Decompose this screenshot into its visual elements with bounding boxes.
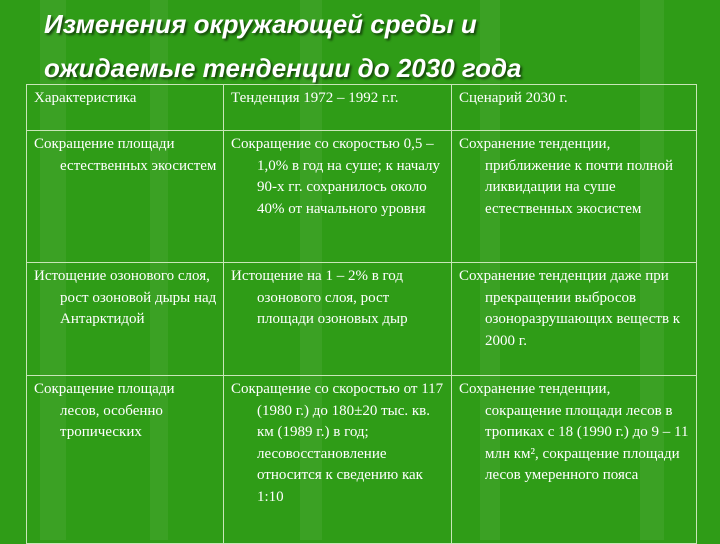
slide-title-line-1: Изменения окружающей среды и (44, 9, 477, 39)
data-table (26, 84, 697, 544)
slide-title-line-2: ожидаемые тенденции до 2030 года (44, 53, 522, 83)
table-cell: Сокращение со скоростью от 117 (1980 г.) до 180±20 тыс. кв. км (1989 г.) в год; лесовосстановление относится к сведению как 1:10 (224, 376, 452, 544)
table-cell: Сохранение тенденции, сокращение площади лесов в тропиках с 18 (1990 г.) до 9 – 11 млн км², сокращение площади лесов умеренного пояса (452, 376, 697, 544)
table-cell: Сохранение тенденции, приближение к почти полной ликвидации на суше естественных экосистем (452, 131, 697, 263)
table-row (27, 376, 697, 544)
table-cell: Сокращение площади лесов, особенно тропических (27, 376, 224, 544)
table-cell: Сокращение площади естественных экосистем (27, 131, 224, 263)
table-row (27, 131, 697, 263)
table-cell: Истощение озонового слоя, рост озоновой дыры над Антарктидой (27, 263, 224, 376)
header-cell-trend: Тенденция 1972 – 1992 г.г. (224, 85, 452, 131)
header-cell-scenario: Сценарий 2030 г. (452, 85, 697, 131)
table-row (27, 263, 697, 376)
table-cell: Сохранение тенденции даже при прекращении выбросов озоноразрушающих веществ к 2000 г. (452, 263, 697, 376)
table-cell: Истощение на 1 – 2% в год озонового слоя, рост площади озоновых дыр (224, 263, 452, 376)
header-cell-characteristic: Характеристика (27, 85, 224, 131)
table-header-row (27, 85, 697, 131)
slide-title (44, 2, 704, 90)
table-cell: Сокращение со скоростью 0,5 – 1,0% в год на суше; к началу 90-х гг. сохранилось около 40% от начального уровня (224, 131, 452, 263)
